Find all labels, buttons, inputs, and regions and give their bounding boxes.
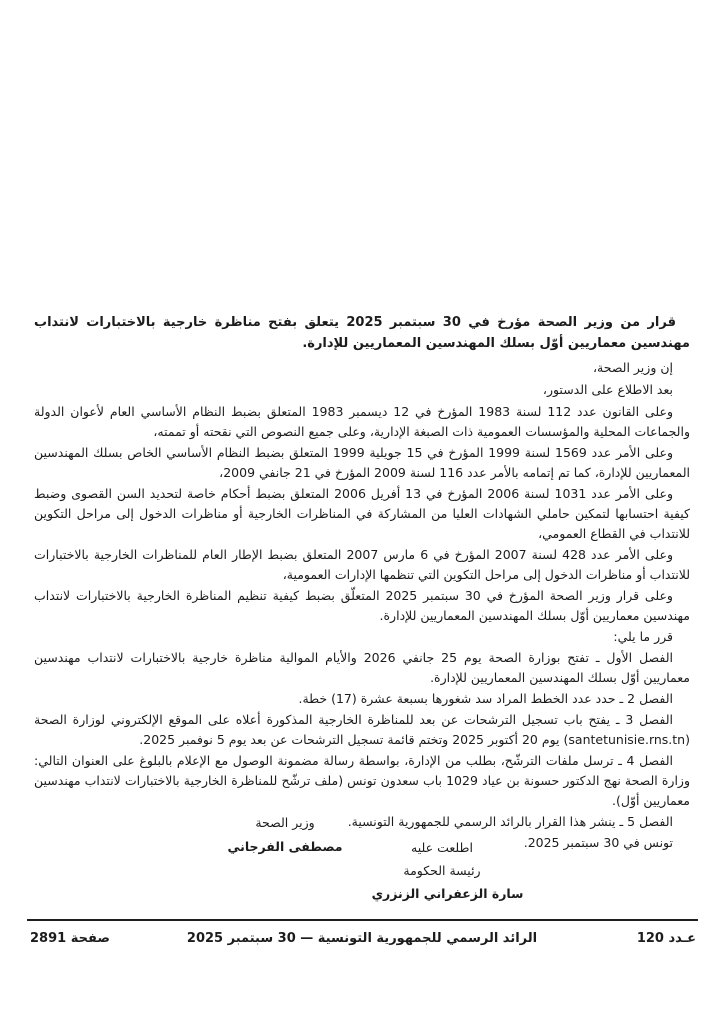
article-4: الفصل 4 ـ ترسل ملفات الترشّح، بطلب من الإدارة، بواسطة رسالة مضمونة الوصول مع الإعلام بالبلوغ على العنوان التالي: وزارة الصحة نهج الدكتور حسونة بن عياد 1029 باب سعدون تونس (ملف ترشّح للمناظرة الخارجية بالاختبارات لانتداب مهندسين معماريين أوّل).	[34, 753, 690, 808]
article-5: الفصل 5 ـ ينشر هذا القرار بالرائد الرسمي للجمهورية التونسية.	[347, 814, 673, 829]
pm-name: سارة الزعفراني الزنزري	[371, 886, 524, 901]
decree-title: قرار من وزير الصحة مؤرخ في 30 سبتمبر 2025 يتعلق بفتح مناظرة خارجية بالاختبارات لانتداب مهندسين معماريين أوّل بسلك المهندسين المعماريين للإدارة.	[34, 315, 690, 351]
footer-journal-title: الرائد الرسمي للجمهورية التونسية — 30 سبتمبر 2025	[186, 931, 538, 946]
preamble-paragraph-2: وعلى الأمر عدد 1569 لسنة 1999 المؤرخ في 15 جويلية 1999 المتعلق بضبط النظام الأساسي الخاص بسلك المهندسين المعماريين للإدارة، كما تم إتمامه بالأمر عدد 116 لسنة 2009 المؤرخ في 21 جانفي 2009،	[34, 445, 690, 480]
intro-constitution-line: بعد الاطلاع على الدستور،	[542, 382, 673, 397]
article-3: الفصل 3 ـ يفتح باب تسجيل الترشحات عن بعد للمناظرة الخارجية المذكورة أعلاه على الموقع الإلكتروني لوزارة الصحة (santetunisie.rns.tn) يوم 20 أكتوبر 2025 وتختم قائمة تسجيل الترشحات عن بعد يوم 5 نوفمبر 2025.	[34, 712, 690, 747]
preamble-paragraph-4: وعلى الأمر عدد 428 لسنة 2007 المؤرخ في 6 مارس 2007 المتعلق بضبط الإطار العام للمناظرات الخارجية بالاختبارات للانتداب أو مناظرات الدخول إلى مراحل التكوين التي تنظمها الإدارات العمومية،	[34, 547, 690, 582]
preamble-paragraph-5: وعلى قرار وزير الصحة المؤرخ في 30 سبتمبر 2025 المتعلّق بضبط كيفية تنظيم المناظرة الخارجية بالاختبارات لانتداب مهندسين معماريين أوّل بسلك المهندسين المعماريين للإدارة.	[34, 588, 690, 623]
decision-lead: قرر ما يلي:	[613, 629, 673, 644]
place-date-line: تونس في 30 سبتمبر 2025.	[523, 835, 673, 850]
pm-title: رئيسة الحكومة	[403, 863, 481, 878]
minister-name: مصطفى الفرجاني	[227, 839, 343, 854]
intro-minister-line: إن وزير الصحة،	[593, 360, 673, 375]
article-2: الفصل 2 ـ حدد عدد الخطط المراد سد شغورها بسبعة عشرة (17) خطة.	[298, 691, 673, 706]
footer-page-number: صفحة 2891	[30, 931, 110, 946]
preamble-paragraph-1: وعلى القانون عدد 112 لسنة 1983 المؤرخ في 12 ديسمبر 1983 المتعلق بضبط النظام الأساسي العام لأعوان الدولة والجماعات المحلية والمؤسسات العمومية ذات الصبغة الإدارية، وعلى جميع النصوص التي نقحته أو تممته،	[34, 404, 690, 439]
minister-title: وزير الصحة	[255, 815, 315, 830]
article-1: الفصل الأول ـ تفتح بوزارة الصحة يوم 25 جانفي 2026 والأيام الموالية مناظرة خارجية بالاختبارات لانتداب مهندسين معماريين أوّل بسلك المهندسين المعماريين للإدارة.	[34, 650, 690, 685]
footer-issue-number: عـدد 120	[636, 931, 696, 946]
preamble-paragraph-3: وعلى الأمر عدد 1031 لسنة 2006 المؤرخ في 13 أفريل 2006 المتعلق بضبط أحكام خاصة لتحديد السن القصوى وضبط كيفية احتسابها لتمكين حاملي الشهادات العليا من المشاركة في المناظرات الخارجية أو مناظرات الدخول إلى مراحل التكوين للانتداب في القطاع العمومي،	[34, 486, 690, 541]
viewed-by-label: اطلعت عليه	[411, 840, 473, 855]
footer-divider	[27, 919, 698, 921]
decree-document	[34, 312, 690, 854]
